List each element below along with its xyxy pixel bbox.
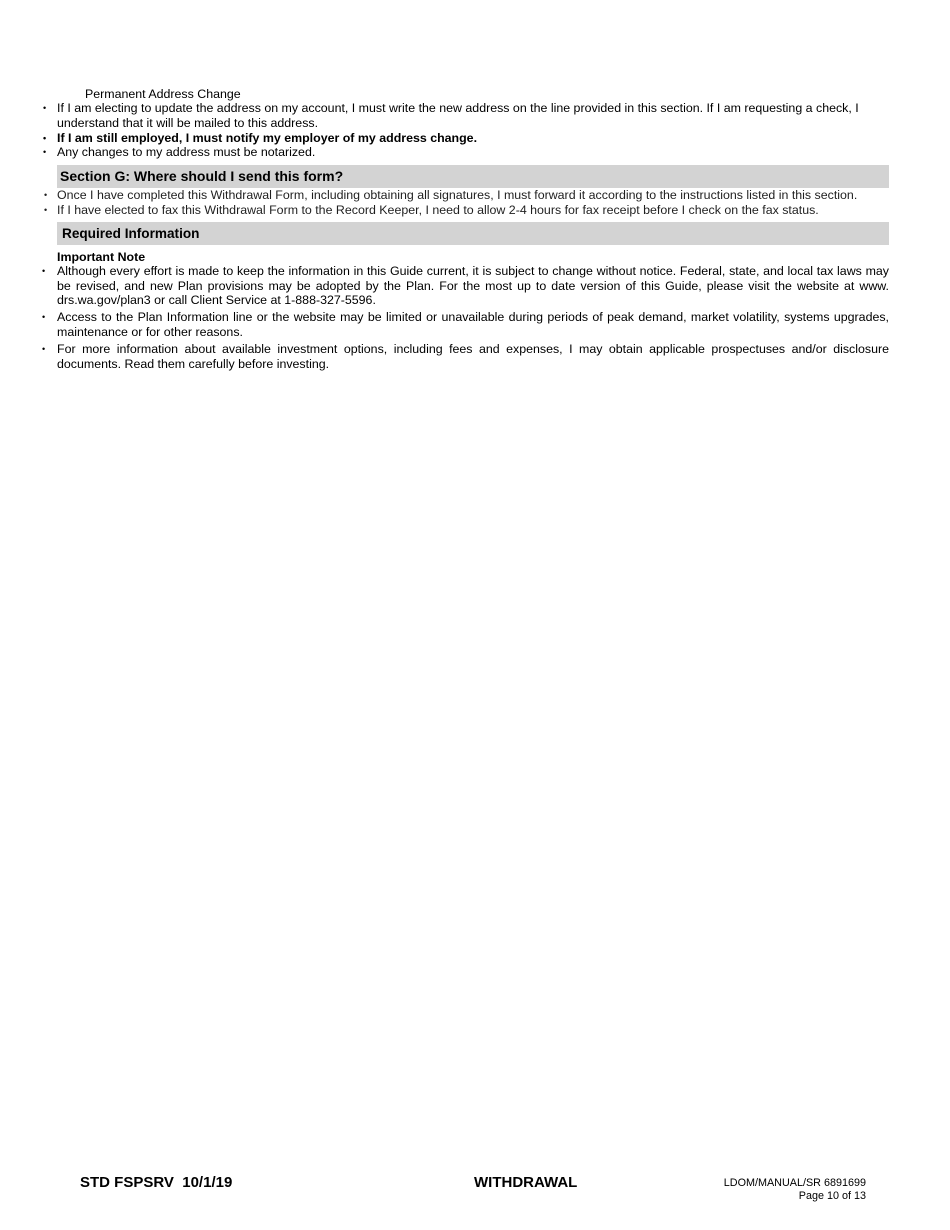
address-change-heading: Permanent Address Change <box>85 87 241 101</box>
footer-doc-code: LDOM/MANUAL/SR 6891699 <box>723 1177 866 1189</box>
address-change-list <box>57 101 889 160</box>
footer-page-number: Page 10 of 13 <box>798 1190 866 1202</box>
important-note-item: • For more information about available investment options, including fees and expenses, I may obtain applicable prospectuses and/or disclosure documents. Read them carefully before investing. <box>57 342 889 372</box>
required-information-title: Required Information <box>57 222 889 245</box>
section-g-item: • If I have elected to fax this Withdrawal Form to the Record Keeper, I need to allow 2-4 hours for fax receipt before I check on the fax status. <box>57 203 889 218</box>
important-note-title: Important Note <box>57 249 146 264</box>
page-content <box>57 87 889 373</box>
important-note-item: • Although every effort is made to keep the information in this Guide current, it is subject to change without notice. Federal, state, and local tax laws may be revised, and new Plan provisions may be adopted by the Plan. For the most up to date version of this Guide, please visit the website at www. drs.wa.gov/plan3 or call Client Service at 1-888-327-5596. <box>57 264 889 308</box>
address-change-item-notarized: • Any changes to my address must be notarized. <box>57 145 889 160</box>
footer-doc-info <box>724 1177 866 1203</box>
address-change-item: • If I am electing to update the address on my account, I must write the new address on the line provided in this section. If I am requesting a check, I understand that it will be mailed to this address. <box>57 101 889 131</box>
address-change-item-employer: • If I am still employed, I must notify my employer of my address change. <box>57 131 889 146</box>
section-g-list <box>57 188 889 218</box>
footer-form-name: WITHDRAWAL <box>474 1174 578 1191</box>
section-g-item: • Once I have completed this Withdrawal Form, including obtaining all signatures, I must forward it according to the instructions listed in this section. <box>57 188 889 203</box>
important-note-item: • Access to the Plan Information line or the website may be limited or unavailable during periods of peak demand, market volatility, systems upgrades, maintenance or for other reasons. <box>57 310 889 340</box>
footer-form-id: STD FSPSRV 10/1/19 <box>80 1174 233 1191</box>
important-note-list <box>57 264 889 372</box>
section-g-title: Section G: Where should I send this form? <box>57 165 889 188</box>
